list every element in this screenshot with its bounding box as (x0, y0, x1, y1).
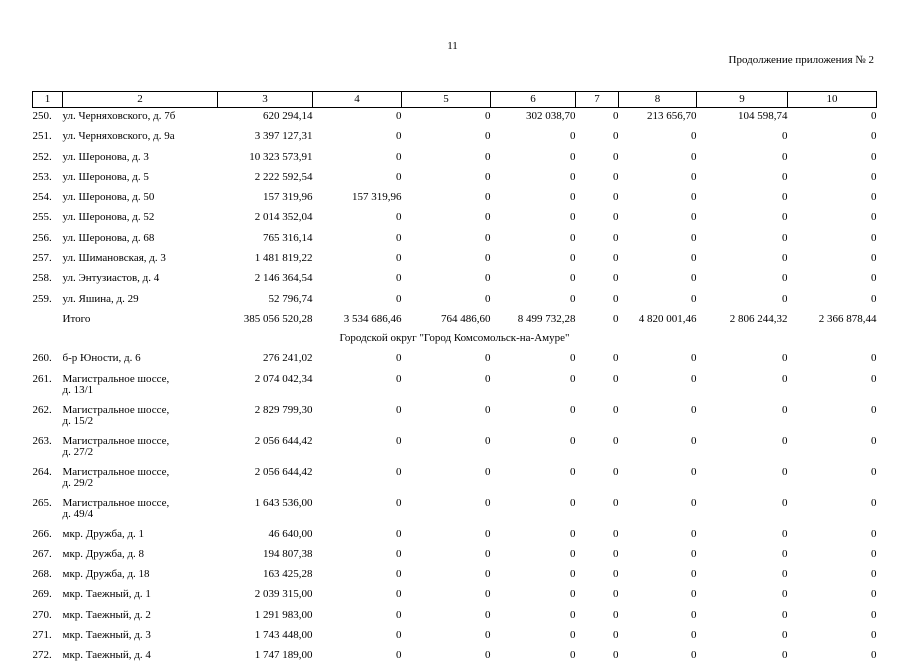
total-cell: 764 486,60 (441, 312, 491, 325)
table-row (33, 546, 877, 566)
section-heading-row (33, 331, 877, 350)
address-line: мкр. Таежный, д. 1 (62, 588, 151, 601)
value-cell: 0 (691, 252, 697, 265)
value-cell: 0 (782, 372, 788, 385)
value-cell: 1 747 189,00 (254, 649, 313, 662)
value-cell: 0 (396, 629, 402, 642)
table-row (33, 209, 877, 229)
table-row (33, 566, 877, 586)
address-cell: ул. Яшина, д. 29 (62, 292, 139, 305)
value-cell: 0 (396, 231, 402, 244)
address-cell (63, 607, 218, 627)
row-number: 258. (32, 272, 52, 285)
value-cell: 52 796,74 (268, 292, 313, 305)
value-cell: 0 (613, 110, 619, 122)
value-cell: 0 (871, 568, 877, 581)
row-number: 266. (32, 527, 52, 540)
value-cell: 0 (613, 465, 619, 478)
value-cell: 0 (570, 272, 576, 285)
address-line: Магистральное шоссе, (62, 434, 170, 447)
value-cell: 0 (782, 292, 788, 305)
table-row (33, 526, 877, 546)
value-cell: 0 (613, 252, 619, 265)
table-row (33, 250, 877, 270)
value-cell: 0 (613, 150, 619, 163)
value-cell: 0 (691, 496, 697, 509)
value-cell: 0 (782, 568, 788, 581)
address-cell (63, 526, 218, 546)
value-cell: 0 (691, 588, 697, 601)
table-row (33, 495, 877, 526)
value-cell: 0 (485, 588, 491, 601)
value-cell: 0 (570, 568, 576, 581)
total-cell: 8 499 732,28 (517, 312, 576, 325)
value-cell: 0 (396, 130, 402, 143)
address-line: д. 15/2 (62, 414, 94, 427)
value-cell: 0 (485, 434, 491, 447)
address-line: мкр. Таежный, д. 3 (62, 629, 151, 642)
address-cell (63, 586, 218, 606)
row-number: 255. (32, 211, 52, 224)
value-cell: 0 (485, 496, 491, 509)
value-cell: 0 (485, 292, 491, 305)
row-number: 270. (32, 608, 52, 621)
value-cell: 213 656,70 (647, 110, 697, 122)
value-cell: 0 (613, 170, 619, 183)
value-cell: 0 (570, 352, 576, 365)
value-cell: 10 323 573,91 (249, 150, 313, 163)
value-cell: 0 (871, 110, 877, 122)
value-cell: 2 039 315,00 (254, 588, 313, 601)
table-row (33, 169, 877, 189)
value-cell: 0 (570, 372, 576, 385)
value-cell: 0 (396, 434, 402, 447)
address-cell (63, 627, 218, 647)
address-line: д. 13/1 (62, 383, 94, 396)
page-number: 11 (447, 40, 458, 52)
value-cell: 0 (871, 211, 877, 224)
table-row (33, 607, 877, 627)
column-header: 9 (697, 92, 788, 108)
value-cell: 0 (782, 496, 788, 509)
address-cell (63, 371, 218, 402)
row-number: 251. (32, 130, 52, 143)
table-row (33, 464, 877, 495)
address-cell (63, 566, 218, 586)
value-cell: 0 (570, 292, 576, 305)
continuation-label: Продолжение приложения № 2 (728, 54, 874, 66)
value-cell: 0 (782, 130, 788, 143)
value-cell: 0 (871, 403, 877, 416)
value-cell: 0 (782, 191, 788, 204)
value-cell: 0 (396, 608, 402, 621)
value-cell: 2 056 644,42 (254, 465, 313, 478)
value-cell: 2 074 042,34 (254, 372, 313, 385)
table-row (33, 371, 877, 402)
value-cell: 0 (396, 110, 402, 122)
address-line: д. 49/4 (62, 507, 94, 520)
value-cell: 0 (613, 496, 619, 509)
row-number: 269. (32, 588, 52, 601)
table-row (33, 433, 877, 464)
column-header: 3 (218, 92, 313, 108)
address-cell (63, 350, 218, 370)
column-header: 10 (788, 92, 877, 108)
total-cell: 4 820 001,46 (638, 312, 697, 325)
value-cell: 157 319,96 (352, 191, 402, 204)
value-cell: 0 (570, 527, 576, 540)
address-cell: ул. Шеронова, д. 5 (62, 170, 149, 183)
row-number: 259. (32, 292, 52, 305)
value-cell: 0 (871, 465, 877, 478)
value-cell: 0 (871, 649, 877, 662)
value-cell: 0 (871, 150, 877, 163)
row-number: 253. (32, 170, 52, 183)
value-cell: 0 (570, 150, 576, 163)
value-cell: 0 (871, 292, 877, 305)
total-label: Итого (62, 312, 91, 325)
address-line: мкр. Дружба, д. 18 (62, 568, 150, 581)
value-cell: 0 (782, 211, 788, 224)
row-number: 262. (32, 403, 52, 416)
address-cell: ул. Шимановская, д. 3 (62, 252, 166, 265)
address-cell: ул. Шеронова, д. 68 (62, 231, 155, 244)
value-cell: 0 (570, 252, 576, 265)
value-cell: 0 (871, 231, 877, 244)
value-cell: 2 222 592,54 (254, 170, 313, 183)
total-cell: 0 (613, 312, 619, 325)
value-cell: 0 (691, 130, 697, 143)
row-number: 267. (32, 547, 52, 560)
value-cell: 0 (782, 629, 788, 642)
address-cell (63, 495, 218, 526)
table-row (33, 291, 877, 311)
row-number: 257. (32, 252, 52, 265)
value-cell: 0 (871, 588, 877, 601)
value-cell: 0 (782, 231, 788, 244)
value-cell: 0 (396, 527, 402, 540)
column-header: 4 (313, 92, 402, 108)
value-cell: 0 (691, 170, 697, 183)
address-cell: ул. Черняховского, д. 7б (62, 110, 176, 122)
value-cell: 0 (396, 547, 402, 560)
value-cell: 0 (782, 649, 788, 662)
value-cell: 0 (485, 252, 491, 265)
value-cell: 0 (396, 272, 402, 285)
value-cell: 0 (396, 588, 402, 601)
value-cell: 0 (691, 150, 697, 163)
table-row (33, 270, 877, 290)
value-cell: 0 (613, 130, 619, 143)
table-row (33, 230, 877, 250)
value-cell: 0 (871, 191, 877, 204)
value-cell: 163 425,28 (263, 568, 313, 581)
value-cell: 0 (613, 588, 619, 601)
total-cell: 385 056 520,28 (243, 312, 313, 325)
table-row (33, 586, 877, 606)
value-cell: 0 (613, 649, 619, 662)
value-cell: 0 (782, 150, 788, 163)
value-cell: 157 319,96 (263, 191, 313, 204)
row-number: 268. (32, 568, 52, 581)
row-number: 264. (32, 465, 52, 478)
value-cell: 276 241,02 (263, 352, 313, 365)
value-cell: 0 (485, 629, 491, 642)
value-cell: 0 (871, 252, 877, 265)
value-cell: 0 (613, 272, 619, 285)
value-cell: 0 (570, 465, 576, 478)
value-cell: 0 (485, 110, 491, 122)
value-cell: 0 (396, 568, 402, 581)
value-cell: 0 (691, 465, 697, 478)
value-cell: 0 (570, 547, 576, 560)
value-cell: 0 (396, 252, 402, 265)
value-cell: 0 (570, 629, 576, 642)
value-cell: 0 (871, 527, 877, 540)
value-cell: 0 (613, 191, 619, 204)
value-cell: 0 (570, 403, 576, 416)
address-line: Магистральное шоссе, (62, 372, 170, 385)
value-cell: 0 (782, 608, 788, 621)
value-cell: 0 (396, 292, 402, 305)
total-cell: 2 366 878,44 (818, 312, 877, 325)
table-row (33, 647, 877, 667)
value-cell: 0 (570, 608, 576, 621)
value-cell: 0 (396, 352, 402, 365)
value-cell: 0 (691, 629, 697, 642)
column-header: 7 (576, 92, 619, 108)
value-cell: 2 146 364,54 (254, 272, 313, 285)
value-cell: 0 (691, 352, 697, 365)
value-cell: 0 (396, 150, 402, 163)
value-cell: 0 (485, 272, 491, 285)
value-cell: 0 (485, 465, 491, 478)
value-cell: 0 (613, 608, 619, 621)
value-cell: 0 (613, 403, 619, 416)
value-cell: 0 (485, 547, 491, 560)
value-cell: 0 (691, 231, 697, 244)
value-cell: 0 (691, 649, 697, 662)
table-row (33, 149, 877, 169)
row-number: 254. (32, 191, 52, 204)
value-cell: 0 (871, 496, 877, 509)
value-cell: 2 056 644,42 (254, 434, 313, 447)
value-cell: 0 (613, 292, 619, 305)
value-cell: 0 (782, 547, 788, 560)
value-cell: 1 743 448,00 (254, 629, 313, 642)
address-cell (63, 402, 218, 433)
table-row (33, 402, 877, 433)
value-cell: 104 598,74 (738, 110, 788, 122)
value-cell: 0 (871, 170, 877, 183)
address-line: б-р Юности, д. 6 (62, 352, 141, 365)
value-cell: 0 (613, 547, 619, 560)
value-cell: 0 (396, 465, 402, 478)
value-cell: 0 (691, 403, 697, 416)
table-row (33, 627, 877, 647)
address-line: Магистральное шоссе, (62, 465, 170, 478)
value-cell: 0 (691, 211, 697, 224)
row-number: 261. (32, 372, 52, 385)
value-cell: 0 (396, 649, 402, 662)
value-cell: 0 (691, 568, 697, 581)
column-header: 2 (63, 92, 218, 108)
address-line: д. 27/2 (62, 445, 94, 458)
value-cell: 0 (782, 252, 788, 265)
address-line: д. 29/2 (62, 476, 94, 489)
address-cell: ул. Энтузиастов, д. 4 (62, 272, 160, 285)
address-cell: ул. Шеронова, д. 3 (62, 150, 149, 163)
column-header: 5 (402, 92, 491, 108)
value-cell: 0 (396, 372, 402, 385)
value-cell: 302 038,70 (526, 110, 576, 122)
column-number-row (33, 92, 877, 108)
value-cell: 2 829 799,30 (254, 403, 313, 416)
value-cell: 0 (782, 465, 788, 478)
value-cell: 0 (613, 352, 619, 365)
value-cell: 0 (782, 527, 788, 540)
value-cell: 0 (691, 372, 697, 385)
total-row (33, 311, 877, 331)
value-cell: 0 (485, 211, 491, 224)
value-cell: 1 481 819,22 (254, 252, 313, 265)
value-cell: 0 (485, 150, 491, 163)
row-number: 265. (32, 496, 52, 509)
register-table (32, 91, 877, 668)
address-cell: ул. Шеронова, д. 50 (62, 191, 155, 204)
value-cell: 0 (613, 434, 619, 447)
value-cell: 0 (485, 372, 491, 385)
value-cell: 0 (691, 272, 697, 285)
table-row (33, 350, 877, 370)
address-line: мкр. Таежный, д. 2 (62, 608, 151, 621)
value-cell: 0 (613, 211, 619, 224)
address-line: Магистральное шоссе, (62, 403, 170, 416)
value-cell: 0 (396, 403, 402, 416)
row-number: 256. (32, 231, 52, 244)
value-cell: 0 (570, 211, 576, 224)
value-cell: 0 (691, 547, 697, 560)
value-cell: 0 (485, 170, 491, 183)
value-cell: 194 807,38 (263, 547, 313, 560)
value-cell: 0 (570, 649, 576, 662)
value-cell: 765 316,14 (263, 231, 313, 244)
value-cell: 0 (570, 231, 576, 244)
row-number: 272. (32, 649, 52, 662)
address-cell (63, 464, 218, 495)
address-cell (63, 647, 218, 667)
value-cell: 0 (485, 649, 491, 662)
value-cell: 0 (691, 434, 697, 447)
value-cell: 0 (485, 403, 491, 416)
value-cell: 0 (570, 434, 576, 447)
value-cell: 0 (782, 403, 788, 416)
value-cell: 0 (871, 547, 877, 560)
value-cell: 0 (691, 608, 697, 621)
value-cell: 0 (396, 211, 402, 224)
section-title: Городской округ "Город Комсомольск-на-Амуре" (339, 332, 570, 345)
value-cell: 0 (871, 130, 877, 143)
value-cell: 0 (485, 608, 491, 621)
row-number: 260. (32, 352, 52, 365)
value-cell: 0 (782, 170, 788, 183)
value-cell: 0 (570, 130, 576, 143)
row-number: 271. (32, 629, 52, 642)
address-cell: ул. Шеронова, д. 52 (62, 211, 155, 224)
value-cell: 3 397 127,31 (254, 130, 313, 143)
value-cell: 0 (782, 352, 788, 365)
value-cell: 0 (691, 292, 697, 305)
address-line: мкр. Таежный, д. 4 (62, 649, 151, 662)
value-cell: 0 (570, 588, 576, 601)
value-cell: 620 294,14 (263, 110, 313, 122)
value-cell: 46 640,00 (268, 527, 313, 540)
row-number: 250. (32, 110, 52, 122)
value-cell: 1 291 983,00 (254, 608, 313, 621)
value-cell: 0 (613, 629, 619, 642)
value-cell: 0 (691, 527, 697, 540)
value-cell: 0 (613, 527, 619, 540)
value-cell: 0 (485, 527, 491, 540)
value-cell: 0 (570, 191, 576, 204)
row-number: 252. (32, 150, 52, 163)
value-cell: 0 (871, 352, 877, 365)
value-cell: 0 (691, 191, 697, 204)
address-cell (63, 433, 218, 464)
address-cell: ул. Черняховского, д. 9а (62, 130, 175, 143)
value-cell: 0 (871, 629, 877, 642)
table-row (33, 189, 877, 209)
value-cell: 0 (613, 568, 619, 581)
column-header: 8 (619, 92, 697, 108)
table-row (33, 128, 877, 148)
column-header: 6 (491, 92, 576, 108)
value-cell: 1 643 536,00 (254, 496, 313, 509)
value-cell: 0 (570, 496, 576, 509)
value-cell: 2 014 352,04 (254, 211, 313, 224)
value-cell: 0 (782, 272, 788, 285)
value-cell: 0 (613, 372, 619, 385)
value-cell: 0 (782, 434, 788, 447)
value-cell: 0 (485, 231, 491, 244)
column-header: 1 (33, 92, 63, 108)
address-line: мкр. Дружба, д. 8 (62, 547, 145, 560)
value-cell: 0 (613, 231, 619, 244)
value-cell: 0 (871, 272, 877, 285)
value-cell: 0 (570, 170, 576, 183)
table-row (33, 108, 877, 129)
value-cell: 0 (396, 170, 402, 183)
value-cell: 0 (485, 191, 491, 204)
total-cell: 3 534 686,46 (343, 312, 402, 325)
value-cell: 0 (485, 568, 491, 581)
value-cell: 0 (871, 608, 877, 621)
value-cell: 0 (871, 372, 877, 385)
address-cell (63, 546, 218, 566)
value-cell: 0 (396, 496, 402, 509)
address-line: мкр. Дружба, д. 1 (62, 527, 145, 540)
row-number: 263. (32, 434, 52, 447)
value-cell: 0 (871, 434, 877, 447)
address-line: Магистральное шоссе, (62, 496, 170, 509)
value-cell: 0 (485, 130, 491, 143)
value-cell: 0 (485, 352, 491, 365)
value-cell: 0 (782, 588, 788, 601)
total-cell: 2 806 244,32 (729, 312, 788, 325)
